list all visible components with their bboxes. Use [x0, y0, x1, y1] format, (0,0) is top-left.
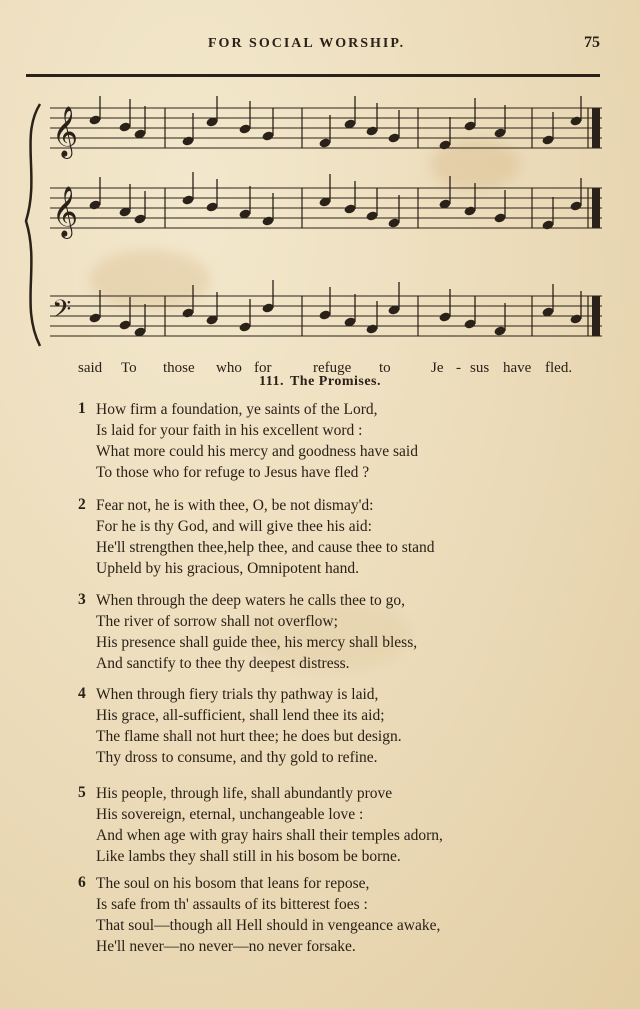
hymn-title: The Promises.: [289, 374, 381, 389]
verse-line: The soul on his bosom that leans for repose,: [96, 875, 370, 892]
verse-number: 3: [78, 591, 86, 608]
verse-line: He'll never—no never—no never forsake.: [96, 938, 356, 955]
verse-number: 2: [78, 496, 86, 513]
verse-line: Thy dross to consume, and thy gold to refine.: [96, 749, 378, 766]
treble-clef: 𝄞: [52, 106, 79, 157]
verse-number: 5: [78, 784, 86, 801]
lyric-syllable: for: [254, 360, 272, 376]
verse-line: He'll strengthen thee,help thee, and cause thee to stand: [96, 539, 435, 556]
verse-line: His sovereign, eternal, unchangeable love :: [96, 806, 364, 823]
verse-line: His presence shall guide thee, his mercy shall bless,: [96, 634, 418, 651]
verse-line: To those who for refuge to Jesus have fled ?: [96, 464, 370, 481]
verse-line: Fear not, he is with thee, O, be not dismay'd:: [96, 497, 374, 514]
lyric-syllable: To: [121, 360, 137, 376]
verse-line: Like lambs they shall still in his bosom be borne.: [96, 848, 401, 865]
music-staves: [0, 96, 640, 356]
lyric-syllable: fled.: [545, 360, 573, 376]
verse-line: Upheld by his gracious, Omnipotent hand.: [96, 560, 360, 577]
lyric-syllable: sus: [470, 360, 490, 376]
hymn-number: 111.: [259, 374, 284, 389]
verse-line: When through the deep waters he calls thee to go,: [96, 592, 406, 609]
lyric-syllable: who: [216, 360, 242, 376]
verse-line: When through fiery trials thy pathway is laid,: [96, 686, 379, 703]
final-bar-thick: [592, 108, 600, 148]
lyric-syllable: Je: [431, 360, 444, 376]
lyric-syllable: said: [78, 360, 103, 376]
verse-line: The flame shall not hurt thee; he does but design.: [96, 728, 402, 745]
page-number: 75: [584, 34, 600, 51]
verse-line: That soul—though all Hell should in vengeance awake,: [96, 917, 441, 934]
header-rule: [26, 74, 600, 77]
verse-line: For he is thy God, and will give thee his aid:: [96, 518, 372, 535]
verse-line: His people, through life, shall abundantly prove: [96, 785, 393, 802]
lyric-syllable: -: [456, 360, 461, 376]
running-head: FOR SOCIAL WORSHIP.: [208, 36, 406, 51]
verse-line: The river of sorrow shall not overflow;: [96, 613, 338, 630]
verse-number: 4: [78, 685, 86, 702]
verse-line: Is safe from th' assaults of its bitterest foes :: [96, 896, 368, 913]
verse-line: And when age with gray hairs shall their temples adorn,: [96, 827, 443, 844]
lyric-syllable: those: [163, 360, 195, 376]
verse-number: 1: [78, 400, 86, 417]
verse-line: What more could his mercy and goodness have said: [96, 443, 418, 460]
final-bar-thick: [592, 296, 600, 336]
lyric-syllable: to: [379, 360, 391, 376]
verse-line: Is laid for your faith in his excellent word :: [96, 422, 363, 439]
treble-clef: 𝄞: [52, 186, 79, 237]
hymn-heading: [0, 374, 640, 390]
music-score: [0, 96, 640, 376]
bass-clef: 𝄢: [52, 295, 72, 330]
verse-number: 6: [78, 874, 86, 891]
verse-line: How firm a foundation, ye saints of the Lord,: [96, 401, 378, 418]
verse-line: His grace, all-sufficient, shall lend thee its aid;: [96, 707, 385, 724]
verse-line: And sanctify to thee thy deepest distress.: [96, 655, 350, 672]
lyric-syllable: have: [503, 360, 532, 376]
page-header: [0, 34, 640, 58]
brace: [26, 104, 40, 346]
final-bar-thick: [592, 188, 600, 228]
lyric-syllable: refuge: [313, 360, 352, 376]
